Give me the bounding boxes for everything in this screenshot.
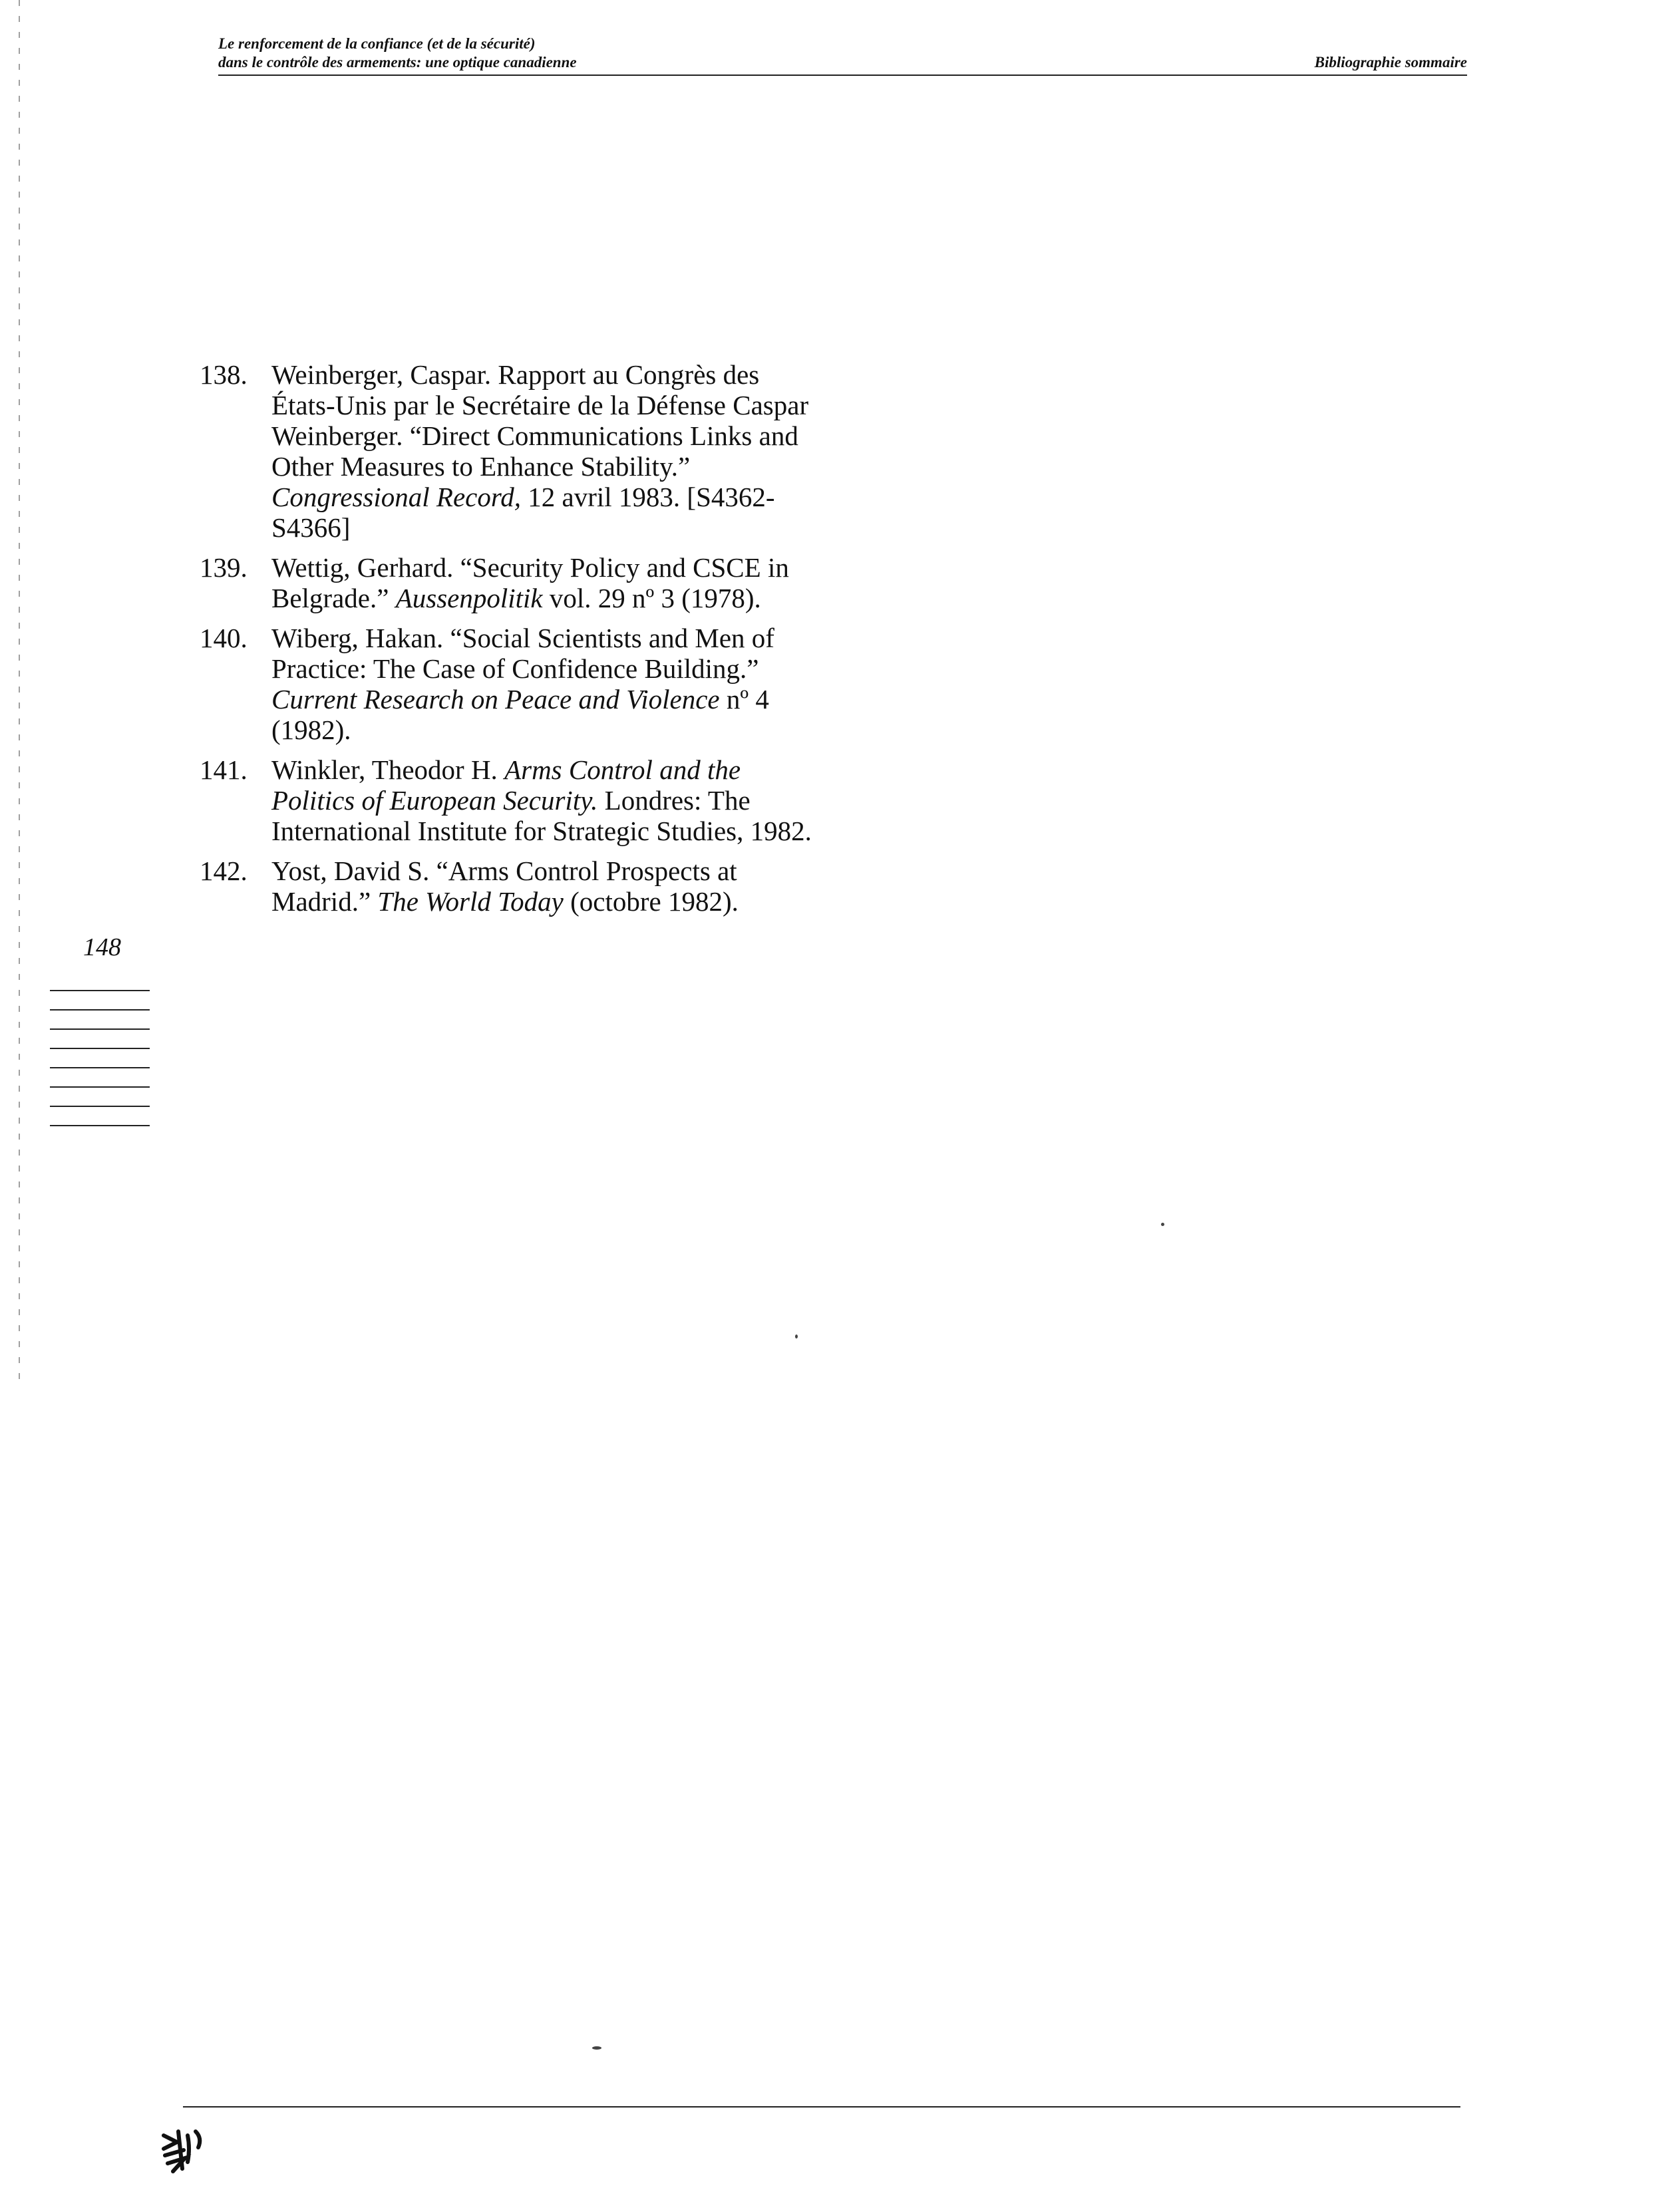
margin-rule [50, 1106, 150, 1107]
entry-number: 138. [200, 359, 248, 390]
entry-text-part: Wettig, Gerhard. “Security Policy and CSCE in Belgrade.” [271, 552, 789, 613]
entry-number: 141. [200, 754, 248, 785]
entry-title-italic: Current Research on Peace and Violence [271, 684, 720, 714]
entry-text-part: Weinberger, Caspar. Rapport au Congrès des États-Unis par le Secrétaire de la Défense Caspar Weinberger. “Direct Communications Links and Other Measures to Enhance Stability.” [271, 359, 809, 482]
bibliography-entry [200, 856, 825, 917]
bibliography-entry [200, 754, 825, 846]
entry-text [271, 359, 825, 543]
entry-text-part: vol. 29 nº 3 (1978). [542, 583, 761, 613]
entry-number: 140. [200, 623, 248, 653]
entry-text-part: Wiberg, Hakan. “Social Scientists and Men of Practice: The Case of Confidence Building.” [271, 623, 774, 684]
page-number: 148 [83, 933, 121, 961]
entry-text-part: Yost, David S. “Arms Control Prospects at Madrid.” [271, 856, 737, 917]
entry-text-part: Winkler, Theodor H. [271, 754, 505, 785]
entry-text-part: 12 avril 1983. [S4362-S4366] [271, 482, 775, 543]
header-rule [218, 75, 1467, 76]
entry-text-part: Londres: The International Institute for Strategic Studies, 1982. [271, 785, 812, 846]
entry-text [271, 754, 825, 846]
running-head-line-1: Le renforcement de la confiance (et de la sécurité) [218, 35, 536, 52]
margin-rule [50, 1125, 150, 1126]
bibliography-list [200, 359, 825, 926]
publisher-logo-icon [158, 2122, 218, 2175]
entry-text [271, 552, 825, 613]
scan-speck [1161, 1223, 1164, 1226]
footer-rule [183, 2106, 1460, 2108]
entry-text [271, 856, 825, 917]
entry-number: 139. [200, 552, 248, 583]
margin-rule [50, 990, 150, 991]
entry-text [271, 623, 825, 745]
margin-rule [50, 1067, 150, 1068]
entry-title-italic: Arms Control and the Politics of European Security. [271, 754, 741, 816]
entry-title-italic: Congressional Record, [271, 482, 522, 512]
entry-title-italic: Aussenpolitik [395, 583, 543, 613]
margin-rule [50, 1028, 150, 1030]
running-head-title [218, 35, 1017, 72]
margin-rule [50, 1048, 150, 1049]
margin-rules [50, 990, 150, 1144]
running-head-section: Bibliographie sommaire [1314, 54, 1467, 71]
entry-title-italic: The World Today [377, 886, 564, 917]
entry-text-part: nº 4 (1982). [271, 684, 769, 745]
margin-rule [50, 1086, 150, 1088]
running-head-line-2: dans le contrôle des armements: une optique canadienne [218, 54, 577, 71]
bibliography-entry [200, 552, 825, 613]
scan-edge [19, 0, 20, 1384]
margin-rule [50, 1009, 150, 1011]
scan-speck [592, 2046, 601, 2050]
entry-text-part: (octobre 1982). [563, 886, 739, 917]
bibliography-entry [200, 623, 825, 745]
scan-speck [795, 1334, 798, 1338]
bibliography-entry [200, 359, 825, 543]
entry-number: 142. [200, 856, 248, 886]
